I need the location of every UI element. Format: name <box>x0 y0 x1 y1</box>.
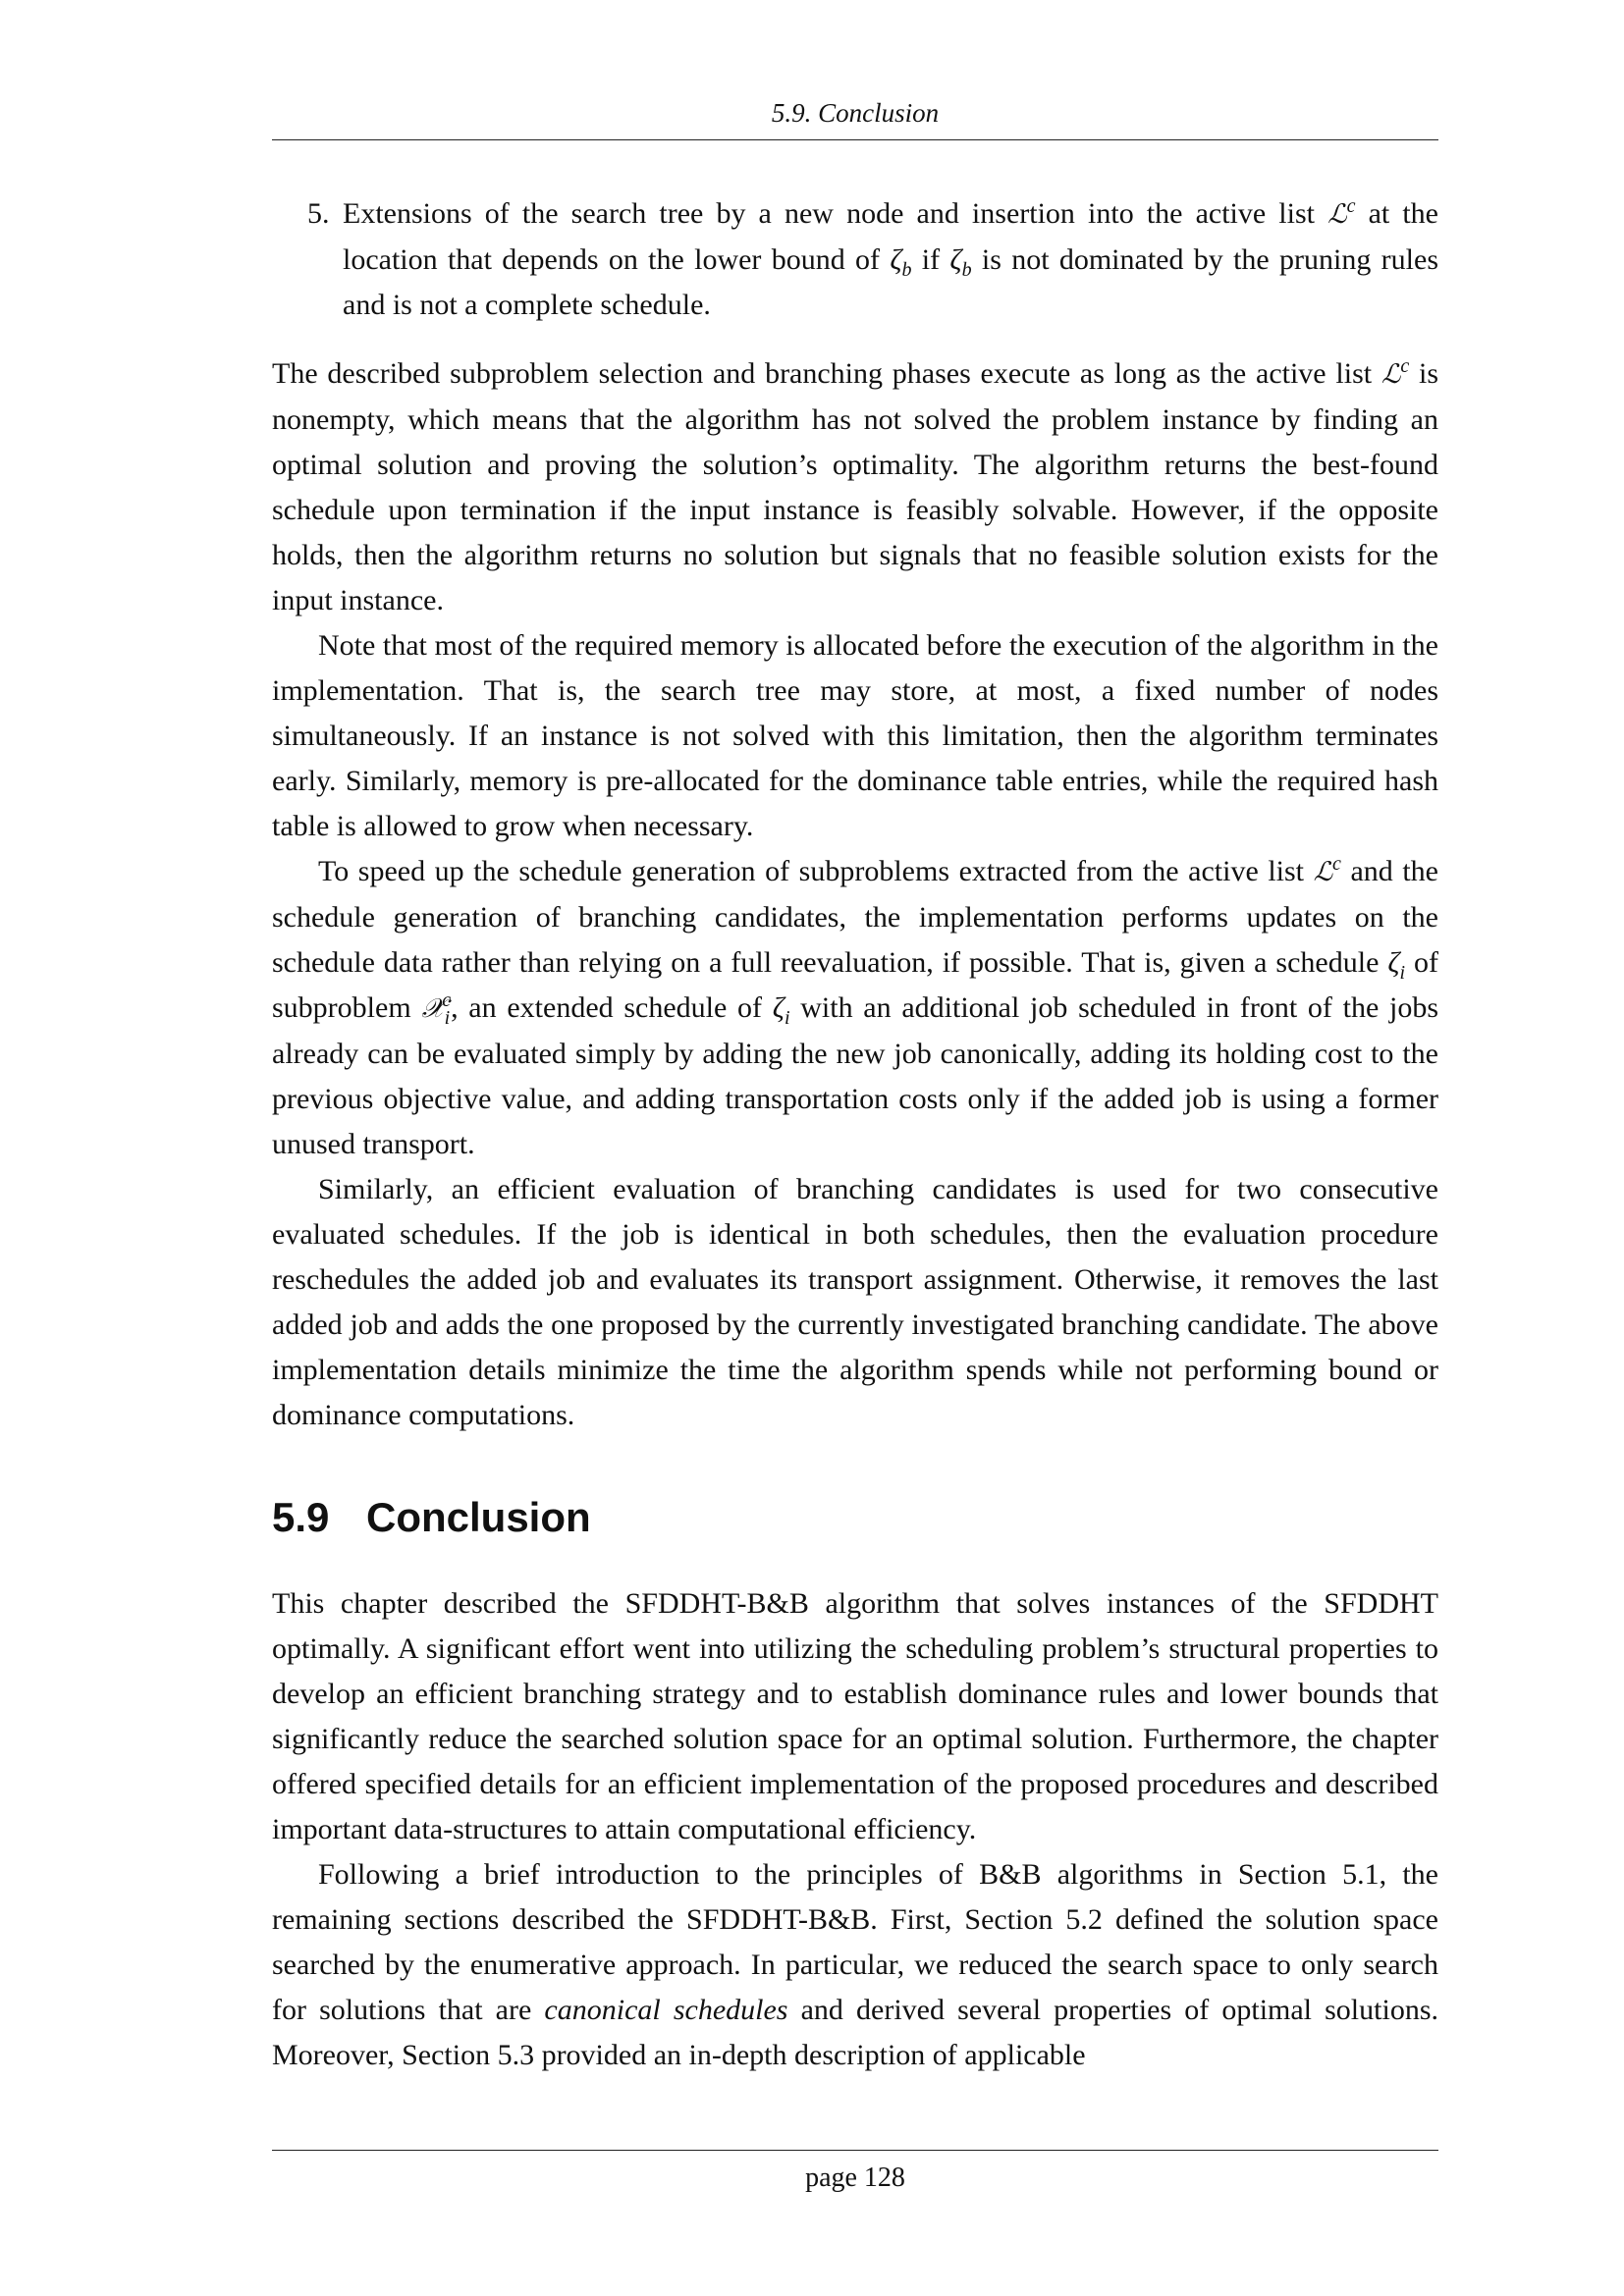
running-header: 5.9. Conclusion <box>771 98 940 128</box>
math-symbol <box>949 243 972 281</box>
math-symbol <box>1381 357 1409 390</box>
math-base: ℒ <box>1327 199 1347 230</box>
math-symbol <box>1314 855 1341 887</box>
page-number: page 128 <box>805 2163 905 2193</box>
paragraphs-after <box>272 1581 1438 2078</box>
math-superscript: c <box>442 989 452 1011</box>
math-base: 𝒳 <box>421 993 445 1024</box>
math-subscript: b <box>901 259 912 281</box>
text-run: , an extended schedule of <box>451 991 773 1024</box>
text-run: To speed up the schedule generation of subproblems extracted from the active list <box>318 855 1314 887</box>
math-base: ζ <box>890 243 902 276</box>
math-symbol <box>1327 197 1355 230</box>
math-symbol <box>421 989 452 1029</box>
section-heading <box>272 1493 1438 1542</box>
math-base: ζ <box>1387 946 1400 979</box>
text-run: with an additional job scheduled in front of the jobs already can be evaluated simply by adding the new job canonically, adding its holding cost to the previous objective value, and adding transportation costs only if the added job is using a former unused transport. <box>272 991 1439 1160</box>
text-run: of subproblem <box>272 946 1438 1024</box>
math-superscript: c <box>1400 355 1410 377</box>
text-run: This chapter described the SFDDHT-B&B algorithm that solves instances of the SFDDHT optimally. A significant effort went into utilizing the scheduling problem’s structural properties to develop an efficient branching strategy and to establish dominance rules and lower bounds that significantly reduce the searched solution space for an optimal solution. Furthermore, the chapter offered specified details for an efficient implementation of the proposed procedures and described important data-structures to attain computational efficiency. <box>272 1587 1438 1845</box>
text-run: Following a brief introduction to the principles of B&B algorithms in Section 5.1, the remaining sections described the SFDDHT-B&B. First, Section 5.2 defined the solution space searched by the enumerative approach. In particular, we reduced the search space to only search for solutions that are <box>272 1858 1438 2026</box>
header-rule <box>272 139 1438 140</box>
math-base: ℒ <box>1313 857 1333 887</box>
paragraph <box>272 1167 1438 1438</box>
math-superscript: c <box>1346 195 1356 217</box>
math-subscript: i <box>1399 962 1406 984</box>
list-item-text <box>343 191 1438 328</box>
math-subscript: i <box>444 1007 451 1029</box>
page-body <box>272 191 1438 2078</box>
text-run: Extensions of the search tree by a new node and insertion into the active list <box>343 197 1328 230</box>
list-item-number: 5. <box>307 197 330 230</box>
text-run: at the location that depends on the lower bound of <box>343 197 1438 276</box>
paragraph <box>272 849 1438 1167</box>
paragraph <box>272 1852 1438 2078</box>
math-superscript: c <box>1332 853 1341 875</box>
math-symbol <box>890 243 912 281</box>
text-run: if <box>911 243 950 276</box>
math-subscript: i <box>784 1007 790 1029</box>
text-run: is nonempty, which means that the algorithm has not solved the problem instance by finding an optimal solution and proving the solution’s optimality. The algorithm returns the best-found schedule upon termination if the input instance is feasibly solvable. However, if the opposite holds, then the algorithm returns no solution but signals that no feasible solution exists for the input instance. <box>272 357 1438 616</box>
text-run: and derived several properties of optimal solutions. Moreover, Section 5.3 provided an in-depth description of applicable <box>272 1994 1438 2071</box>
math-symbol <box>1387 946 1406 984</box>
text-run: is not dominated by the pruning rules and is not a complete schedule. <box>343 243 1438 321</box>
math-symbol <box>772 991 790 1029</box>
text-run: and the schedule generation of branching candidates, the implementation performs updates on the schedule data rather than relying on a full reevaluation, if possible. That is, given a schedule <box>272 855 1438 979</box>
math-base: ζ <box>772 991 785 1024</box>
section-title: Conclusion <box>366 1494 591 1540</box>
text-run: The described subproblem selection and branching phases execute as long as the active list <box>272 357 1381 390</box>
paragraph <box>272 623 1438 849</box>
text-run: Note that most of the required memory is allocated before the execution of the algorithm in the implementation. That is, the search tree may store, at most, a fixed number of nodes simultaneously. If an instance is not solved with this limitation, then the algorithm terminates early. Similarly, memory is pre-allocated for the dominance table entries, while the required hash table is allowed to grow when necessary. <box>272 629 1438 842</box>
paragraph <box>272 1581 1438 1852</box>
footer-rule <box>272 2150 1438 2151</box>
math-base: ℒ <box>1380 359 1401 390</box>
math-subscript: b <box>961 259 972 281</box>
math-base: ζ <box>949 243 962 276</box>
paragraph <box>272 351 1438 623</box>
emphasis: canonical schedules <box>544 1994 788 2026</box>
list-item <box>307 191 1438 328</box>
section-number: 5.9 <box>272 1494 330 1540</box>
text-run: Similarly, an efficient evaluation of branching candidates is used for two consecutive evaluated schedules. If the job is identical in both schedules, then the evaluation procedure reschedules the added job and evaluates its transport assignment. Otherwise, it removes the last added job and adds the one proposed by the currently investigated branching candidate. The above implementation details minimize the time the algorithm spends while not performing bound or dominance computations. <box>272 1173 1438 1431</box>
paragraphs-before <box>272 351 1438 1438</box>
